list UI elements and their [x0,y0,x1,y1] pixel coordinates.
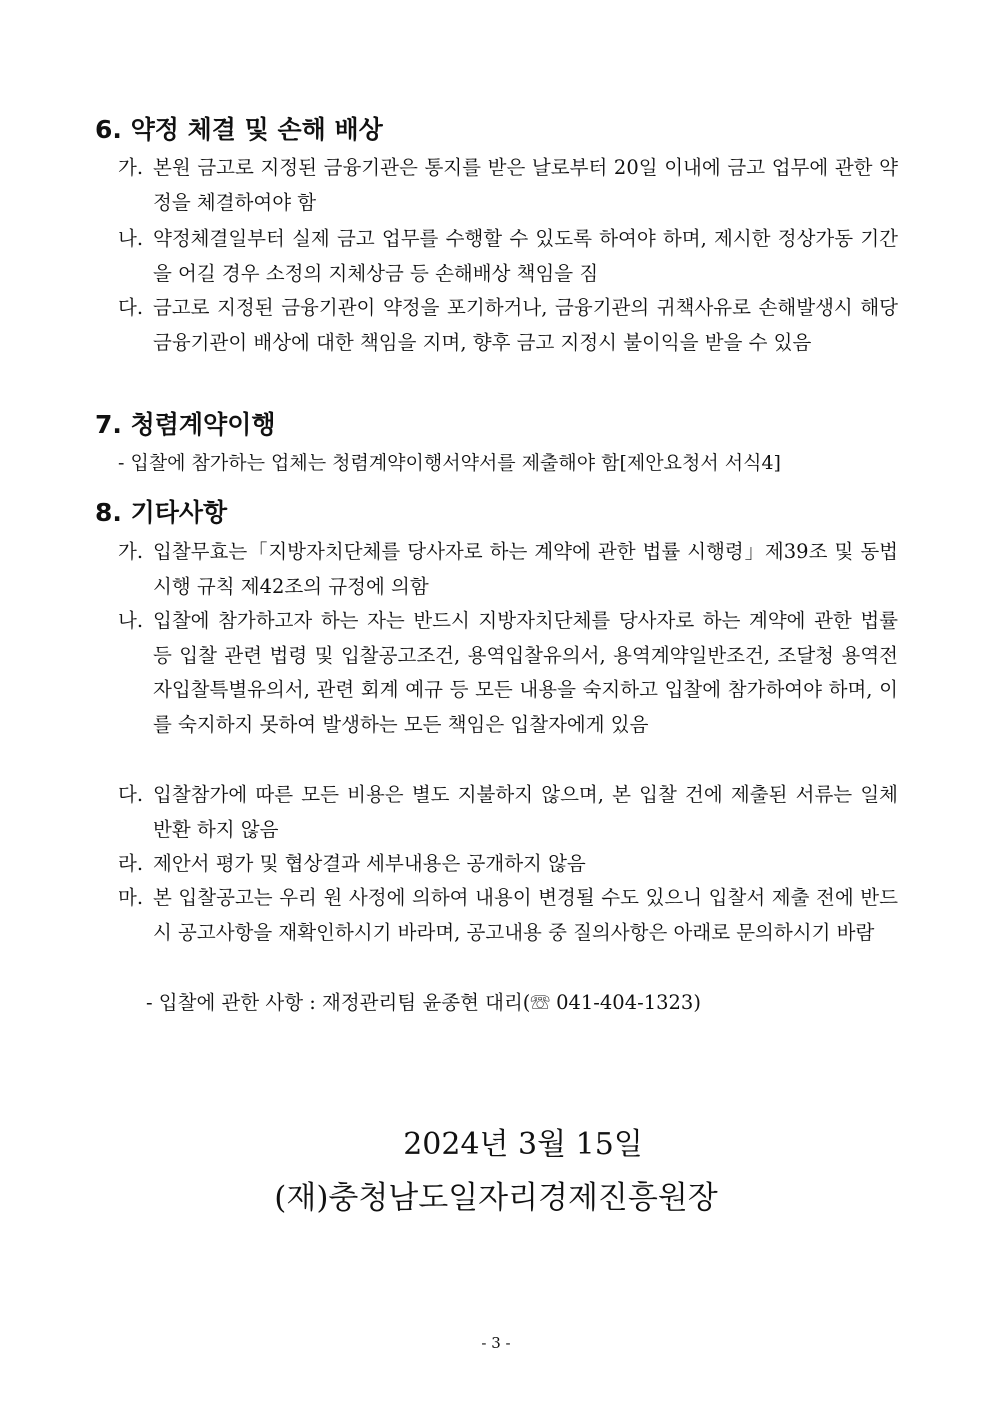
item-text: 입찰에 참가하고자 하는 자는 반드시 지방자치단체를 당사자로 하는 계약에 관한 법률 등 입찰 관련 법령 및 입찰공고조건, 용역입찰유의서, 용역계약일반조건, 조달청 용역전자입찰특별유의서, 관련 회계 예규 등 모든 내용을 숙지하고 입찰에 참가하여야 하며, 이를 숙지하지 못하여 발생하는 모든 책임은 입찰자에게 있음 [153,609,898,736]
document-date: 2024년 3월 15일 [403,1127,643,1162]
item-marker: 가. [118,156,144,179]
page-number: - 3 - [481,1334,511,1352]
item-text: 약정체결일부터 실제 금고 업무를 수행할 수 있도록 하여야 하며, 제시한 정상가동 기간을 어길 경우 소정의 지체상금 등 손해배상 책임을 짐 [153,227,898,285]
section-7-text: - 입찰에 참가하는 업체는 청렴계약이행서약서를 제출해야 함[제안요청서 서식4] [118,452,781,474]
section-6-item-na [118,222,898,291]
section-6-heading: 6. 약정 체결 및 손해 배상 [95,115,383,144]
item-marker: 가. [118,540,144,563]
section-8-item-da [118,778,898,847]
item-marker: 다. [118,783,144,806]
section-8-item-na [118,604,898,742]
section-8-heading: 8. 기타사항 [95,498,228,527]
item-text: 본원 금고로 지정된 금융기관은 통지를 받은 날로부터 20일 이내에 금고 업무에 관한 약정을 체결하여야 함 [153,156,898,214]
issuer-name: (재)충청남도일자리경제진흥원장 [274,1180,718,1216]
section-8-item-ga [118,535,898,604]
item-text: 입찰참가에 따른 모든 비용은 별도 지불하지 않으며, 본 입찰 건에 제출된 서류는 일체 반환 하지 않음 [153,783,898,841]
section-6-item-da [118,291,898,360]
item-text: 입찰무효는「지방자치단체를 당사자로 하는 계약에 관한 법률 시행령」제39조 및 동법 시행 규칙 제42조의 규정에 의함 [153,540,898,598]
section-6-item-ga [118,151,898,220]
item-marker: 나. [118,227,144,250]
item-text: 금고로 지정된 금융기관이 약정을 포기하거나, 금융기관의 귀책사유로 손해발생시 해당 금융기관이 배상에 대한 책임을 지며, 향후 금고 지정시 불이익을 받을 수 있음 [153,296,898,354]
item-marker: 라. [118,852,144,875]
section-8-item-ma [118,881,898,950]
contact-line: - 입찰에 관한 사항 : 재정관리팀 윤종현 대리(☏ 041-404-1323) [146,991,701,1014]
item-marker: 마. [118,886,144,909]
item-marker: 나. [118,609,144,632]
item-text: 제안서 평가 및 협상결과 세부내용은 공개하지 않음 [153,852,586,875]
item-text: 본 입찰공고는 우리 원 사정에 의하여 내용이 변경될 수도 있으니 입찰서 제출 전에 반드시 공고사항을 재확인하시기 바라며, 공고내용 중 질의사항은 아래로 문의하시기 바람 [153,886,898,944]
item-marker: 다. [118,296,144,319]
section-8-item-ra [118,847,898,882]
section-7-heading: 7. 청렴계약이행 [95,410,276,439]
